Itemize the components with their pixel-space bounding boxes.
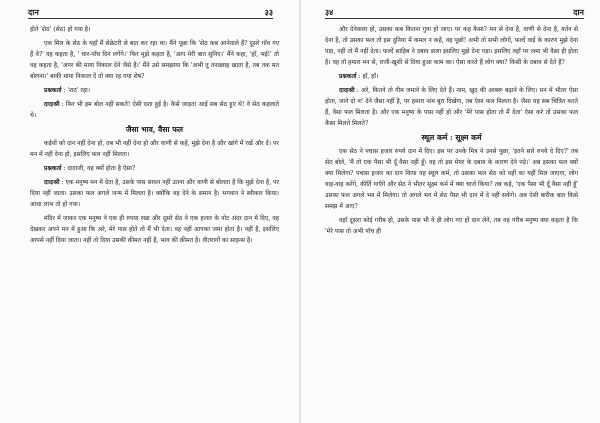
left-question-2 [30, 163, 279, 174]
answer-text: : अरे, कितने तो गीम जमाने के लिए देते हैं। नाम, खुद की आबरू बढ़ाने के लिए। मन में भीतर ऐसा होता, जाने दो न! देने जैसा नहीं है, पर हमारा नाम बुरा दिखेगा, तब ऐसा फल मिलता है। जैसा यह सब चित्रित करते हैं, वैसा फल मिलता है। और एक मनुष्य के पास नहीं हो और 'मेरे पास होता तो मैं देता' ऐसा करे तो उसका फल कैसा मिलते मिलते? [325, 87, 578, 127]
speaker-label: दादाश्री [339, 87, 355, 94]
right-page-number: ३४ [325, 6, 334, 17]
question-text: : दादाजी, वह क्यों होता है ऐसा? [61, 165, 136, 172]
left-page [0, 0, 299, 423]
question-text: : 'शठ' रहा। [61, 87, 91, 94]
left-paragraph-3: कईयों को दान नहीं देना हो, तब भी नहीं देना हो और वाणी से कहें, मुझे देना है और खांगे में रखें और दें। पर मन में नहीं देना हो, इसलिए फल नहीं मिलता। [30, 140, 279, 158]
left-paragraph-1: होते 'शेठ' (सेठ) हो गया है। [30, 26, 91, 33]
question-text: : हाँ, हाँ। [356, 73, 379, 80]
left-running-head [28, 6, 273, 19]
speaker-label: दादाश्री [44, 179, 60, 186]
speaker-label: प्रश्नकर्ता [339, 73, 357, 80]
right-answer-1 [325, 85, 578, 129]
answer-text: : फिर भी हम बोल नहीं सकते! ऐसी दशा हुई है। कैसे जाड़ता आई सब सेठ हुए थे! वे सेठ कहलाते थे। [30, 101, 279, 119]
left-answer-2 [30, 177, 279, 210]
right-running-head [325, 6, 584, 19]
left-paragraph-2: एक मिल के सेठ के यहाँ मैं सेक्रेटरी से बात कर रहा था। मैंने पूछा कि 'सेठ कब आनेवाले हैं? दूसरे गाँव गए हैं वे?' वह कहता है, ' चार-पाँच दिन लगेंगे।' फिर मुझे कहता है, 'आप मेरी बात सुनिए।' मैंने कहा, 'हाँ, भई!' तो वह कहता है, 'अपर की माया निकाल देने जैसे हैं।' मैंने उसे समझाया कि 'अभी तू तनख्वाह खाता है, तब तक मत बोलना।' बाकी माया निकाल दें तो क्या रह गया शेष? [30, 40, 279, 80]
answer-text: : एक मनुष्य मन में देता है, उसके पास साधन नहीं उतना और वाणी से बोलता है कि मुझे देना है, पर दिया नहीं जाता। उसका फल अगले जन्म में मिलता है। क्योंकि वह देने के समान है। भगवान ने स्वीकार किया। आधा लाभ तो हो गया। [30, 179, 279, 208]
right-question-1 [325, 71, 578, 82]
right-page [301, 0, 600, 423]
speaker-label: प्रश्नकर्ता [44, 165, 62, 172]
right-header-title: दान [573, 6, 584, 17]
left-page-number: ३३ [264, 6, 273, 17]
left-section-heading: जैसा भाव, वैसा फल [125, 125, 184, 134]
right-section-heading: स्थूल कर्म : सूक्ष्म कर्म [421, 133, 482, 142]
right-paragraph-3: वहाँ दूसरा कोई गरीब हो, उसके पास भी वे ही लोग गए हों दान लेने, तब वह गरीब मनुष्य क्या कहता है कि 'मेरे पास तो अभी पाँच ही [325, 217, 578, 235]
right-paragraph-1: और देनेवाला हो, उसका कब कितना गुना हो जाए। पर कह कैसा? मन से देना है, वाणी से देना है, वर्तन से देना है, तो उसका फल तो इस दुनिया में कमल न कहें, वह पूछो! अभी तो सभी लोगों, फल्दें वाई के कारण मुझे देना पड़ा, नहीं तो मैं नहीं देता। फल्दें साहिब ने दबाव डाला इसलिए मुझे देना पड़ा। इसलिए वहाँ पर जमा भी वैसा ही होता है। वह तो हमारा मन से, राजी-खुशी से दिया हुआ काम का। ऐसा करते हैं लोग क्या? किसी के दबाव से देते हैं? [325, 26, 578, 66]
left-header-title: दान [28, 6, 39, 17]
left-question-1 [30, 85, 279, 96]
speaker-label: प्रश्नकर्ता [44, 87, 62, 94]
left-paragraph-4: मंदिर में जाकर एक मनुष्य ने एक ही रुपया रखा और दूसरे सेठ ने एक हजार के नोट अंदर दान में दिए, वह देखकर अपने मन में हुआ कि अरे, मेरे पास होते तो मैं भी देता। वह नहीं आपका जमा होता है। नहीं है, इसलिए आपसे नहीं दिया जाता। नहीं तो दिया उसकी क़ीमत नहीं है, भाव की क़ीमत है। वीतरागों का साइन्स है। [30, 215, 279, 244]
right-paragraph-2: एक सेठ ने पचास हजार रुपये दान में दिए। इस पर उनके मित्र ने उनसे पूछा, 'इतने सारे रुपये दे दिए?' तब सेठ बोले, 'मैं तो एक पैसा भी दूँ वैसा नहीं हूँ। वह तो इस मेयर के दबाव के कारण देने पड़े।' अब इसका फल क्यों क्या मिलेगा? पचास हजार का दान किया वह स्थूल कर्म, तो उसका फल सेठ को यहीं का यहीं मिल जाएगा, लोग वाह-वाह करेंगे, कीर्ति गाएँगे और सेठ ने भीतर सूक्ष्म कर्म में क्या चार्ज किया? तब कहे, 'एक पैसा भी दूँ वैसा नहीं हूँ' उसका फल अगले भव में मिलेगा। तो अगले भव में सेठ पैसा भी दान में दे नहीं सकेंगे। अब ऐसी बारीक बात किसे समझ में आए? [325, 148, 578, 210]
speaker-label: दादाश्री [44, 101, 60, 108]
left-answer-1 [30, 99, 279, 121]
